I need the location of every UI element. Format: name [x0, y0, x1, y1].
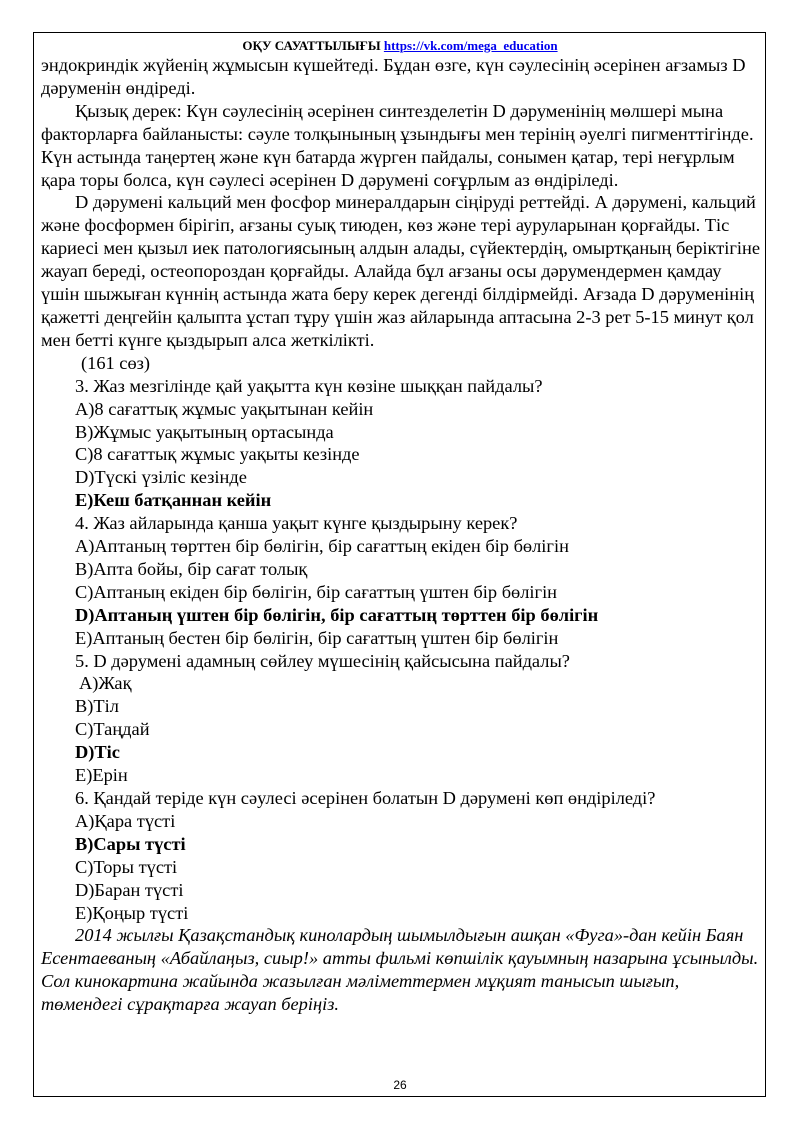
question-text: 6. Қандай теріде күн сәулесі әсерінен болатын D дәрумені көп өндіріледі?	[75, 788, 656, 808]
question-text: 3. Жаз мезгілінде қай уақытта күн көзіне шыққан пайдалы?	[75, 375, 543, 396]
answer-option: E)Ерін	[75, 765, 128, 786]
answer-option: D)Түскі үзіліс кезінде	[75, 467, 247, 488]
page-header	[0, 37, 800, 54]
answer-option: C)Аптаның екіден бір бөлігін, бір сағаттың үштен бір бөлігін	[75, 581, 558, 602]
paragraph: Қызық дерек: Күн сәулесінің әсерінен синтезделетін D дәруменінің мөлшері мына факторларға байланысты: сәуле толқынының ұзындығы мен терінің әуелгі пигменттігінде. Күн астында таңертең және күн батарда жүрген пайдалы, сонымен қатар, тері неғұрлым қара торы болса, күн сәулесі әсерінен D дәрумені соғұрлым аз өндіріледі.	[41, 100, 754, 190]
correct-answer-option: E)Кеш батқаннан кейін	[75, 490, 272, 511]
page-number: 26	[393, 1078, 407, 1092]
correct-answer-option: D)Аптаның үштен бір бөлігін, бір сағаттың төрттен бір бөлігін	[75, 604, 599, 625]
answer-option: B)Жұмыс уақытының ортасында	[75, 421, 334, 442]
answer-option: C)Торы түсті	[75, 856, 178, 877]
paragraph: эндокриндік жүйенің жұмысын күшейтеді. Бұдан өзге, күн сәулесінің әсерінен ағзамыз D дәруменін өндіреді.	[41, 55, 746, 98]
paragraph: D дәрумені кальций мен фосфор минералдарын сіңіруді реттейді. А дәрумені, кальций және фосформен бірігіп, ағзаны суық тиюден, көз және тері ауруларынан қорғайды. Тіс кариесі мен қызыл иек патологиясының алдын алады, сүйектердің, омыртқаның беріктігіне жауап береді, остеопороздан қорғайды. Алайда бұл ағзаны осы дәрумендермен қамдау үшін шыжыған күннің астында жата беру керек дегенді білдірмейді. Ағзада D дәруменінің қажетті деңгейін қалыпта ұстап тұру үшін жаз айларында аптасына 2-3 рет 5-15 минут қол мен бетті күнге қыздырып алса жеткілікті.	[41, 192, 761, 350]
answer-option: A)8 сағаттық жұмыс уақытынан кейін	[75, 398, 374, 419]
answer-option: D)Баран түсті	[75, 879, 184, 900]
question-text: 4. Жаз айларында қанша уақыт күнге қыздырыну керек?	[75, 513, 518, 534]
answer-option: C)8 сағаттық жұмыс уақыты кезінде	[75, 444, 360, 465]
answer-option: B)Апта бойы, бір сағат толық	[75, 558, 308, 579]
answer-option: B)Тіл	[75, 696, 119, 717]
answer-option: C)Таңдай	[75, 719, 150, 740]
document-body	[41, 54, 761, 1016]
answer-option: A)Жақ	[79, 673, 132, 694]
question-text: 5. D дәрумені адамның сөйлеу мүшесінің қайсысына пайдалы?	[75, 650, 570, 671]
word-count: (161 сөз)	[81, 352, 151, 373]
header-link[interactable]: https://vk.com/mega_education	[383, 38, 558, 53]
closing-paragraph: 2014 жылғы Қазақстандық кинолардың шымылдығын ашқан «Фуга»-дан кейін Баян Есентаеваның «Абайлаңыз, сиыр!» атты фильмі көпшілік қауымның назарына ұсынылды. Сол кинокартина жайында жазылған мәліметтермен мұқият танысып шығып, төмендегі сұрақтарға жауап беріңіз.	[41, 925, 759, 1015]
answer-option: A)Аптаның төрттен бір бөлігін, бір сағаттың екіден бір бөлігін	[75, 536, 569, 557]
answer-option: E)Қоңыр түсті	[75, 902, 189, 923]
answer-option: E)Аптаның бестен бір бөлігін, бір сағаттың үштен бір бөлігін	[75, 627, 559, 648]
header-title: ОҚУ САУАТТЫЛЫҒЫ	[242, 38, 381, 53]
correct-answer-option: B)Сары түсті	[75, 833, 186, 854]
answer-option: A)Қара түсті	[75, 810, 176, 831]
correct-answer-option: D)Тіс	[75, 742, 120, 763]
